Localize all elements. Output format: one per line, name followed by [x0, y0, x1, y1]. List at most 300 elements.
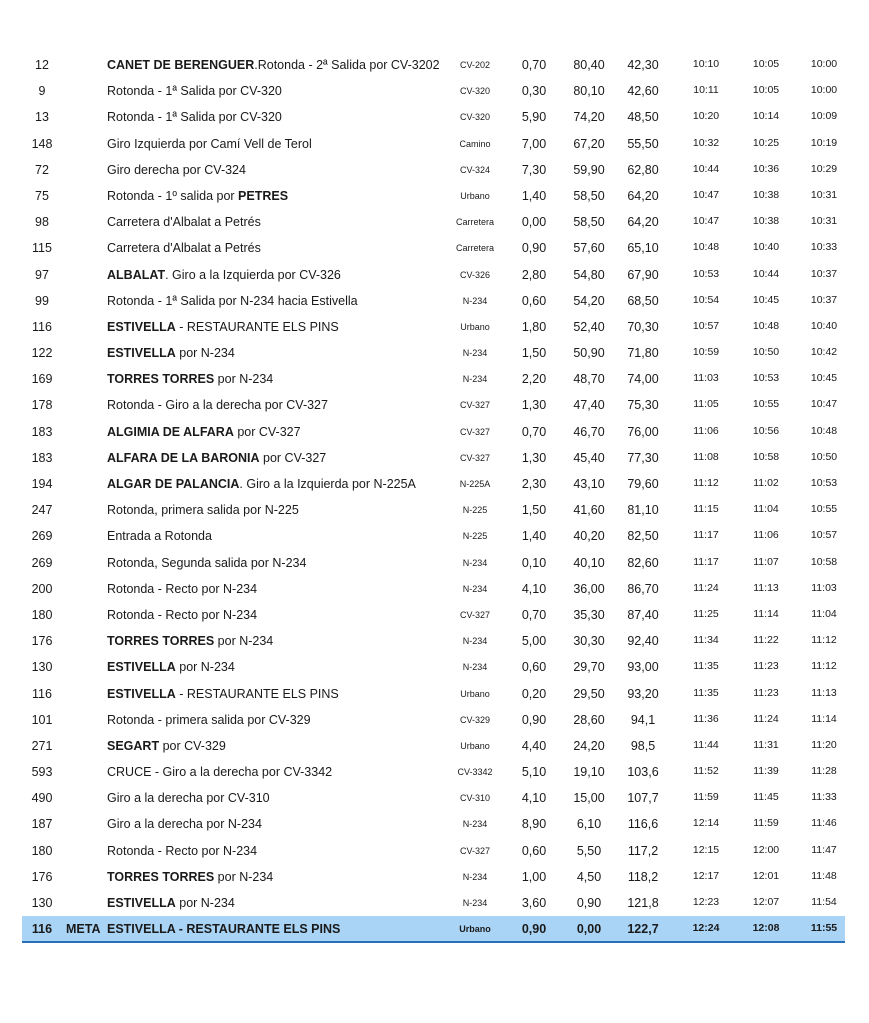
covered-km-cell: 42,60 — [627, 84, 659, 99]
partial-km-cell: 1,00 — [521, 869, 547, 884]
altitude-cell: 72 — [35, 162, 49, 177]
time-fast-cell: 10:19 — [810, 136, 838, 149]
partial-km-cell: 0,70 — [521, 424, 547, 439]
description-text: por N-234 — [214, 372, 274, 387]
covered-km-cell: 77,30 — [627, 450, 659, 465]
time-slow-cell: 11:52 — [693, 765, 719, 778]
time-mid-cell: 10:58 — [752, 450, 780, 463]
time-mid-cell: 10:40 — [752, 241, 780, 254]
place-name: TORRES TORRES — [107, 634, 215, 649]
description-text: CRUCE - Giro a la derecha por CV-3342 — [107, 765, 333, 780]
time-mid-cell: 10:36 — [752, 162, 780, 175]
time-mid-cell: 10:53 — [752, 372, 780, 385]
description-cell — [107, 687, 339, 701]
description-cell — [107, 372, 273, 386]
time-fast-cell: 11:54 — [811, 896, 837, 908]
altitude-cell: 194 — [31, 477, 53, 491]
description-cell — [107, 58, 440, 72]
remaining-km-cell: 58,50 — [573, 215, 605, 230]
altitude-cell: 271 — [31, 738, 53, 753]
table-row — [22, 183, 845, 209]
partial-km-cell: 2,20 — [521, 372, 547, 387]
time-slow-cell: 12:17 — [692, 869, 720, 882]
covered-km-cell: 67,90 — [627, 267, 659, 282]
remaining-km-cell: 58,50 — [573, 188, 605, 203]
altitude-cell: 148 — [31, 136, 53, 151]
description-text: Carretera d'Albalat a Petrés — [107, 215, 261, 230]
time-mid-cell: 11:13 — [753, 581, 779, 594]
description-text: Carretera d'Albalat a Petrés — [107, 241, 261, 256]
description-text: Giro a la derecha por CV-310 — [107, 791, 270, 806]
remaining-km-cell: 4,50 — [576, 869, 602, 884]
table-row — [22, 340, 845, 366]
partial-km-cell: 3,60 — [521, 896, 547, 910]
table-row — [22, 471, 845, 497]
road-cell: CV-327 — [459, 400, 491, 411]
altitude-cell: 269 — [31, 555, 53, 570]
altitude-cell: 200 — [31, 581, 53, 596]
altitude-cell: 75 — [35, 188, 49, 203]
covered-km-cell: 79,60 — [627, 477, 659, 491]
time-fast-cell: 10:00 — [810, 84, 838, 97]
covered-km-cell: 62,80 — [627, 162, 659, 177]
time-fast-cell: 10:37 — [810, 293, 838, 306]
place-name: ESTIVELLA — [107, 896, 176, 910]
table-row — [22, 104, 845, 130]
altitude-cell: 183 — [31, 424, 53, 439]
altitude-cell: 490 — [31, 791, 53, 806]
remaining-km-cell: 57,60 — [573, 241, 605, 256]
table-row — [22, 131, 845, 157]
road-cell: CV-320 — [459, 112, 491, 123]
description-text: - RESTAURANTE ELS PINS — [175, 686, 339, 701]
time-mid-cell: 10:05 — [752, 58, 780, 70]
description-text: Giro Izquierda por Camí Vell de Terol — [107, 136, 312, 151]
route-rows — [22, 52, 845, 916]
road-cell: N-234 — [462, 636, 488, 647]
altitude-cell: 178 — [31, 398, 53, 413]
partial-km-cell: 5,10 — [521, 765, 547, 780]
time-slow-cell: 11:35 — [693, 660, 719, 673]
time-fast-cell: 10:00 — [810, 58, 838, 70]
covered-km-cell: 107,7 — [627, 791, 659, 806]
description-cell — [107, 608, 257, 622]
table-row — [22, 366, 845, 392]
covered-km-cell: 93,00 — [627, 660, 659, 675]
place-name: TORRES TORRES — [107, 869, 215, 884]
description-cell — [107, 110, 282, 124]
road-cell: Urbano — [460, 321, 490, 332]
table-row — [22, 864, 845, 890]
remaining-km-cell: 67,20 — [573, 136, 605, 151]
remaining-km-cell: 43,10 — [573, 477, 605, 491]
road-cell: Camino — [459, 138, 491, 149]
table-row — [22, 550, 845, 576]
time-mid-cell: 11:02 — [753, 477, 779, 489]
place-name: ALGIMIA DE ALFARA — [107, 424, 234, 439]
time-mid-cell: 10:38 — [752, 188, 780, 201]
time-fast-cell: 10:42 — [810, 346, 838, 359]
covered-km-cell: 116,6 — [627, 817, 659, 832]
remaining-km-cell: 80,40 — [573, 58, 605, 72]
description-cell — [107, 84, 282, 98]
description-cell — [107, 163, 246, 177]
road-cell: Urbano — [460, 190, 490, 201]
time-slow-cell: 11:08 — [693, 450, 719, 463]
partial-km-cell: 1,40 — [521, 529, 547, 544]
description-cell — [107, 922, 340, 936]
description-cell — [107, 215, 261, 229]
time-mid-cell: 10:55 — [752, 398, 780, 411]
remaining-km-cell: 74,20 — [573, 110, 605, 125]
covered-km-cell: 92,40 — [627, 634, 659, 649]
description-text: Rotonda, Segunda salida por N-234 — [107, 555, 307, 570]
time-slow-cell: 12:14 — [692, 817, 720, 830]
road-cell: CV-327 — [459, 845, 491, 856]
description-text: por N-234 — [175, 660, 235, 675]
time-mid-cell: 10:48 — [752, 319, 780, 332]
partial-km-cell: 7,30 — [521, 162, 547, 177]
description-cell — [107, 398, 328, 412]
road-cell: N-234 — [462, 348, 488, 359]
time-mid-cell: 11:07 — [753, 555, 779, 568]
road-cell: N-234 — [462, 295, 488, 306]
altitude-cell: 13 — [35, 110, 49, 125]
road-cell: N-234 — [462, 583, 488, 594]
table-row — [22, 445, 845, 471]
description-cell — [107, 241, 261, 255]
covered-km-cell: 64,20 — [627, 188, 659, 203]
table-row — [22, 654, 845, 680]
time-fast-cell: 11:48 — [811, 869, 837, 882]
road-cell: CV-310 — [459, 793, 491, 804]
partial-km-cell: 0,70 — [521, 58, 547, 72]
altitude-cell: 98 — [35, 215, 49, 230]
partial-km-cell: 0,90 — [521, 922, 547, 937]
description-text: Rotonda - Recto por N-234 — [107, 607, 258, 622]
remaining-km-cell: 41,60 — [573, 503, 605, 518]
road-cell: N-234 — [462, 557, 488, 568]
time-fast-cell: 11:04 — [811, 607, 837, 620]
altitude-cell: 180 — [31, 607, 53, 622]
road-cell: CV-327 — [459, 609, 491, 620]
time-mid-cell: 11:22 — [753, 634, 779, 647]
table-row — [22, 759, 845, 785]
description-cell — [107, 268, 341, 282]
covered-km-cell: 48,50 — [627, 110, 659, 125]
time-slow-cell: 10:59 — [692, 346, 720, 359]
time-fast-cell: 11:14 — [811, 712, 837, 725]
partial-km-cell: 0,60 — [521, 293, 547, 308]
description-text: Rotonda - primera salida por CV-329 — [107, 712, 311, 727]
description-text: por CV-329 — [159, 738, 226, 753]
time-slow-cell: 11:25 — [693, 607, 719, 620]
partial-km-cell: 0,90 — [521, 241, 547, 256]
road-cell: N-234 — [462, 662, 488, 673]
time-mid-cell: 11:39 — [753, 765, 779, 778]
time-slow-cell: 11:12 — [693, 477, 719, 489]
altitude-cell: 176 — [31, 634, 53, 649]
covered-km-cell: 121,8 — [627, 896, 659, 910]
description-cell — [107, 556, 306, 570]
road-cell: Carretera — [455, 217, 494, 228]
place-name: SEGART — [107, 738, 160, 753]
time-fast-cell: 11:20 — [811, 738, 837, 751]
time-fast-cell: 10:53 — [810, 477, 838, 489]
partial-km-cell: 0,20 — [521, 686, 547, 701]
table-row — [22, 838, 845, 864]
covered-km-cell: 71,80 — [627, 346, 659, 361]
road-cell: Urbano — [460, 688, 490, 699]
description-cell — [107, 844, 257, 858]
time-slow-cell: 11:44 — [693, 738, 719, 751]
description-text: Giro derecha por CV-324 — [107, 162, 246, 177]
partial-km-cell: 1,30 — [521, 398, 547, 413]
description-text: por CV-327 — [259, 450, 327, 465]
altitude-cell: 101 — [31, 712, 53, 727]
description-cell — [107, 896, 235, 910]
time-mid-cell: 12:00 — [752, 843, 780, 856]
time-fast-cell: 10:55 — [810, 503, 838, 516]
remaining-km-cell: 47,40 — [573, 398, 605, 413]
remaining-km-cell: 50,90 — [573, 346, 605, 361]
description-cell — [107, 477, 416, 491]
time-mid-cell: 12:01 — [752, 869, 780, 882]
time-fast-cell: 10:31 — [810, 215, 838, 228]
description-text: por CV-327 — [233, 424, 301, 439]
covered-km-cell: 70,30 — [627, 319, 659, 334]
partial-km-cell: 0,70 — [521, 607, 547, 622]
road-cell: CV-324 — [459, 164, 491, 175]
time-mid-cell: 11:45 — [753, 791, 779, 804]
road-cell: CV-202 — [459, 60, 491, 70]
partial-km-cell: 5,90 — [521, 110, 547, 125]
description-cell — [107, 634, 273, 648]
time-fast-cell: 11:12 — [811, 660, 837, 673]
road-cell: N-234 — [462, 819, 488, 830]
table-row — [22, 314, 845, 340]
remaining-km-cell: 29,50 — [573, 686, 605, 701]
description-text: Giro a la derecha por N-234 — [107, 817, 262, 832]
time-fast-cell: 10:48 — [810, 424, 838, 437]
description-text: . Giro a la Izquierda por CV-326 — [165, 267, 341, 282]
table-row — [22, 497, 845, 523]
time-mid-cell: 10:25 — [752, 136, 780, 149]
table-row — [22, 628, 845, 654]
place-name: ALGAR DE PALANCIA — [107, 477, 240, 491]
remaining-km-cell: 36,00 — [573, 581, 605, 596]
time-slow-cell: 10:54 — [692, 293, 720, 306]
place-name: PETRES — [238, 188, 289, 203]
altitude-cell: 187 — [31, 817, 53, 832]
time-fast-cell: 10:58 — [810, 555, 838, 568]
partial-km-cell: 0,60 — [521, 843, 547, 858]
time-slow-cell: 12:24 — [692, 922, 720, 935]
time-fast-cell: 10:31 — [810, 188, 838, 201]
table-row — [22, 523, 845, 549]
covered-km-cell: 64,20 — [627, 215, 659, 230]
time-mid-cell: 10:44 — [752, 267, 780, 280]
road-cell: N-225 — [462, 531, 488, 542]
description-cell — [107, 791, 270, 805]
partial-km-cell: 1,30 — [521, 450, 547, 465]
time-fast-cell: 10:37 — [810, 267, 838, 280]
altitude-cell: 12 — [35, 58, 49, 72]
finish-row — [22, 916, 845, 943]
covered-km-cell: 94,1 — [630, 712, 656, 727]
partial-km-cell: 1,80 — [521, 319, 547, 334]
covered-km-cell: 93,20 — [627, 686, 659, 701]
remaining-km-cell: 59,90 — [573, 162, 605, 177]
altitude-cell: 116 — [32, 319, 52, 334]
remaining-km-cell: 28,60 — [573, 712, 605, 727]
description-text: Rotonda, primera salida por N-225 — [107, 503, 299, 518]
time-slow-cell: 11:24 — [693, 581, 719, 594]
remaining-km-cell: 52,40 — [573, 319, 605, 334]
partial-km-cell: 0,10 — [521, 555, 547, 570]
time-mid-cell: 12:07 — [752, 896, 780, 908]
road-cell: CV-327 — [459, 452, 491, 463]
description-text: Rotonda - 1ª Salida por N-234 hacia Estivella — [107, 293, 358, 308]
table-row — [22, 419, 845, 445]
description-text: por N-234 — [175, 896, 235, 910]
road-cell: Urbano — [460, 740, 490, 751]
altitude-cell: 9 — [38, 84, 46, 99]
time-slow-cell: 11:15 — [693, 503, 719, 516]
time-fast-cell: 10:33 — [810, 241, 838, 254]
road-cell: Urbano — [459, 924, 491, 935]
road-cell: N-234 — [462, 898, 488, 908]
remaining-km-cell: 19,10 — [573, 765, 605, 780]
road-cell: N-234 — [462, 374, 488, 385]
table-row — [22, 78, 845, 104]
time-fast-cell: 10:47 — [810, 398, 838, 411]
altitude-cell: 130 — [31, 896, 53, 910]
partial-km-cell: 4,10 — [521, 581, 547, 596]
altitude-cell: 593 — [31, 765, 53, 780]
place-name: ALFARA DE LA BARONIA — [107, 450, 260, 465]
altitude-cell: 247 — [31, 503, 53, 518]
description-text: Rotonda - Giro a la derecha por CV-327 — [107, 398, 328, 413]
table-row — [22, 811, 845, 837]
description-cell — [107, 582, 257, 596]
time-mid-cell: 10:50 — [752, 346, 780, 359]
remaining-km-cell: 48,70 — [573, 372, 605, 387]
partial-km-cell: 8,90 — [521, 817, 547, 832]
covered-km-cell: 76,00 — [627, 424, 659, 439]
altitude-cell: 116 — [32, 686, 52, 701]
partial-km-cell: 0,00 — [521, 215, 547, 230]
covered-km-cell: 118,2 — [627, 869, 659, 884]
road-cell: Carretera — [455, 243, 494, 254]
time-slow-cell: 11:34 — [693, 634, 719, 647]
time-slow-cell: 11:03 — [693, 372, 719, 385]
altitude-cell: 99 — [35, 293, 49, 308]
covered-km-cell: 81,10 — [627, 503, 659, 518]
remaining-km-cell: 6,10 — [576, 817, 602, 832]
route-table — [22, 52, 845, 943]
road-cell: CV-329 — [459, 714, 491, 725]
time-fast-cell: 11:33 — [811, 791, 837, 804]
time-slow-cell: 10:53 — [692, 267, 720, 280]
time-slow-cell: 10:57 — [692, 319, 720, 332]
covered-km-cell: 42,30 — [627, 58, 659, 72]
time-mid-cell: 11:59 — [753, 817, 779, 830]
partial-km-cell: 0,90 — [521, 712, 547, 727]
remaining-km-cell: 24,20 — [573, 738, 605, 753]
description-text: - RESTAURANTE ELS PINS — [175, 319, 339, 334]
partial-km-cell: 5,00 — [521, 634, 547, 649]
time-slow-cell: 10:20 — [692, 110, 720, 123]
covered-km-cell: 68,50 — [627, 293, 659, 308]
table-row — [22, 602, 845, 628]
time-mid-cell: 11:06 — [753, 529, 779, 542]
remaining-km-cell: 54,20 — [573, 293, 605, 308]
table-row — [22, 209, 845, 235]
time-mid-cell: 11:23 — [753, 660, 779, 673]
partial-km-cell: 2,80 — [521, 267, 547, 282]
time-fast-cell: 11:55 — [810, 922, 838, 935]
remaining-km-cell: 15,00 — [573, 791, 605, 806]
remaining-km-cell: 35,30 — [573, 607, 605, 622]
remaining-km-cell: 80,10 — [573, 84, 605, 99]
table-row — [22, 262, 845, 288]
place-name: ALBALAT — [107, 267, 166, 282]
description-cell — [107, 870, 273, 884]
description-cell — [107, 320, 339, 334]
altitude-cell: 169 — [31, 372, 53, 387]
covered-km-cell: 98,5 — [630, 738, 656, 753]
time-fast-cell: 11:28 — [811, 765, 837, 778]
remaining-km-cell: 45,40 — [573, 450, 605, 465]
covered-km-cell: 74,00 — [627, 372, 659, 387]
remaining-km-cell: 54,80 — [573, 267, 605, 282]
road-cell: CV-327 — [459, 426, 491, 437]
time-mid-cell: 10:45 — [752, 293, 780, 306]
description-cell — [107, 189, 288, 203]
time-mid-cell: 11:04 — [753, 503, 779, 516]
time-fast-cell: 10:29 — [810, 162, 838, 175]
place-name: TORRES TORRES — [107, 372, 215, 387]
description-cell — [107, 346, 235, 360]
covered-km-cell: 65,10 — [627, 241, 659, 256]
covered-km-cell: 82,50 — [627, 529, 659, 544]
altitude-cell: 176 — [31, 869, 53, 884]
time-mid-cell: 10:14 — [752, 110, 780, 123]
finish-label: META — [66, 922, 101, 937]
altitude-cell: 122 — [31, 346, 53, 361]
time-slow-cell: 10:48 — [692, 241, 720, 254]
covered-km-cell: 122,7 — [627, 922, 659, 937]
description-cell — [107, 425, 301, 439]
time-fast-cell: 10:50 — [810, 450, 838, 463]
altitude-cell: 269 — [31, 529, 53, 544]
time-fast-cell: 11:46 — [811, 817, 837, 830]
road-cell: N-234 — [462, 871, 488, 882]
description-cell — [107, 294, 358, 308]
table-row — [22, 288, 845, 314]
covered-km-cell: 87,40 — [627, 607, 659, 622]
remaining-km-cell: 29,70 — [573, 660, 605, 675]
time-slow-cell: 11:17 — [693, 555, 719, 568]
description-cell — [107, 739, 226, 753]
remaining-km-cell: 30,30 — [573, 634, 605, 649]
time-mid-cell: 11:31 — [753, 738, 779, 751]
time-mid-cell: 11:14 — [753, 607, 779, 620]
description-cell — [107, 451, 326, 465]
description-cell — [107, 765, 332, 779]
road-cell: CV-3342 — [457, 767, 493, 778]
